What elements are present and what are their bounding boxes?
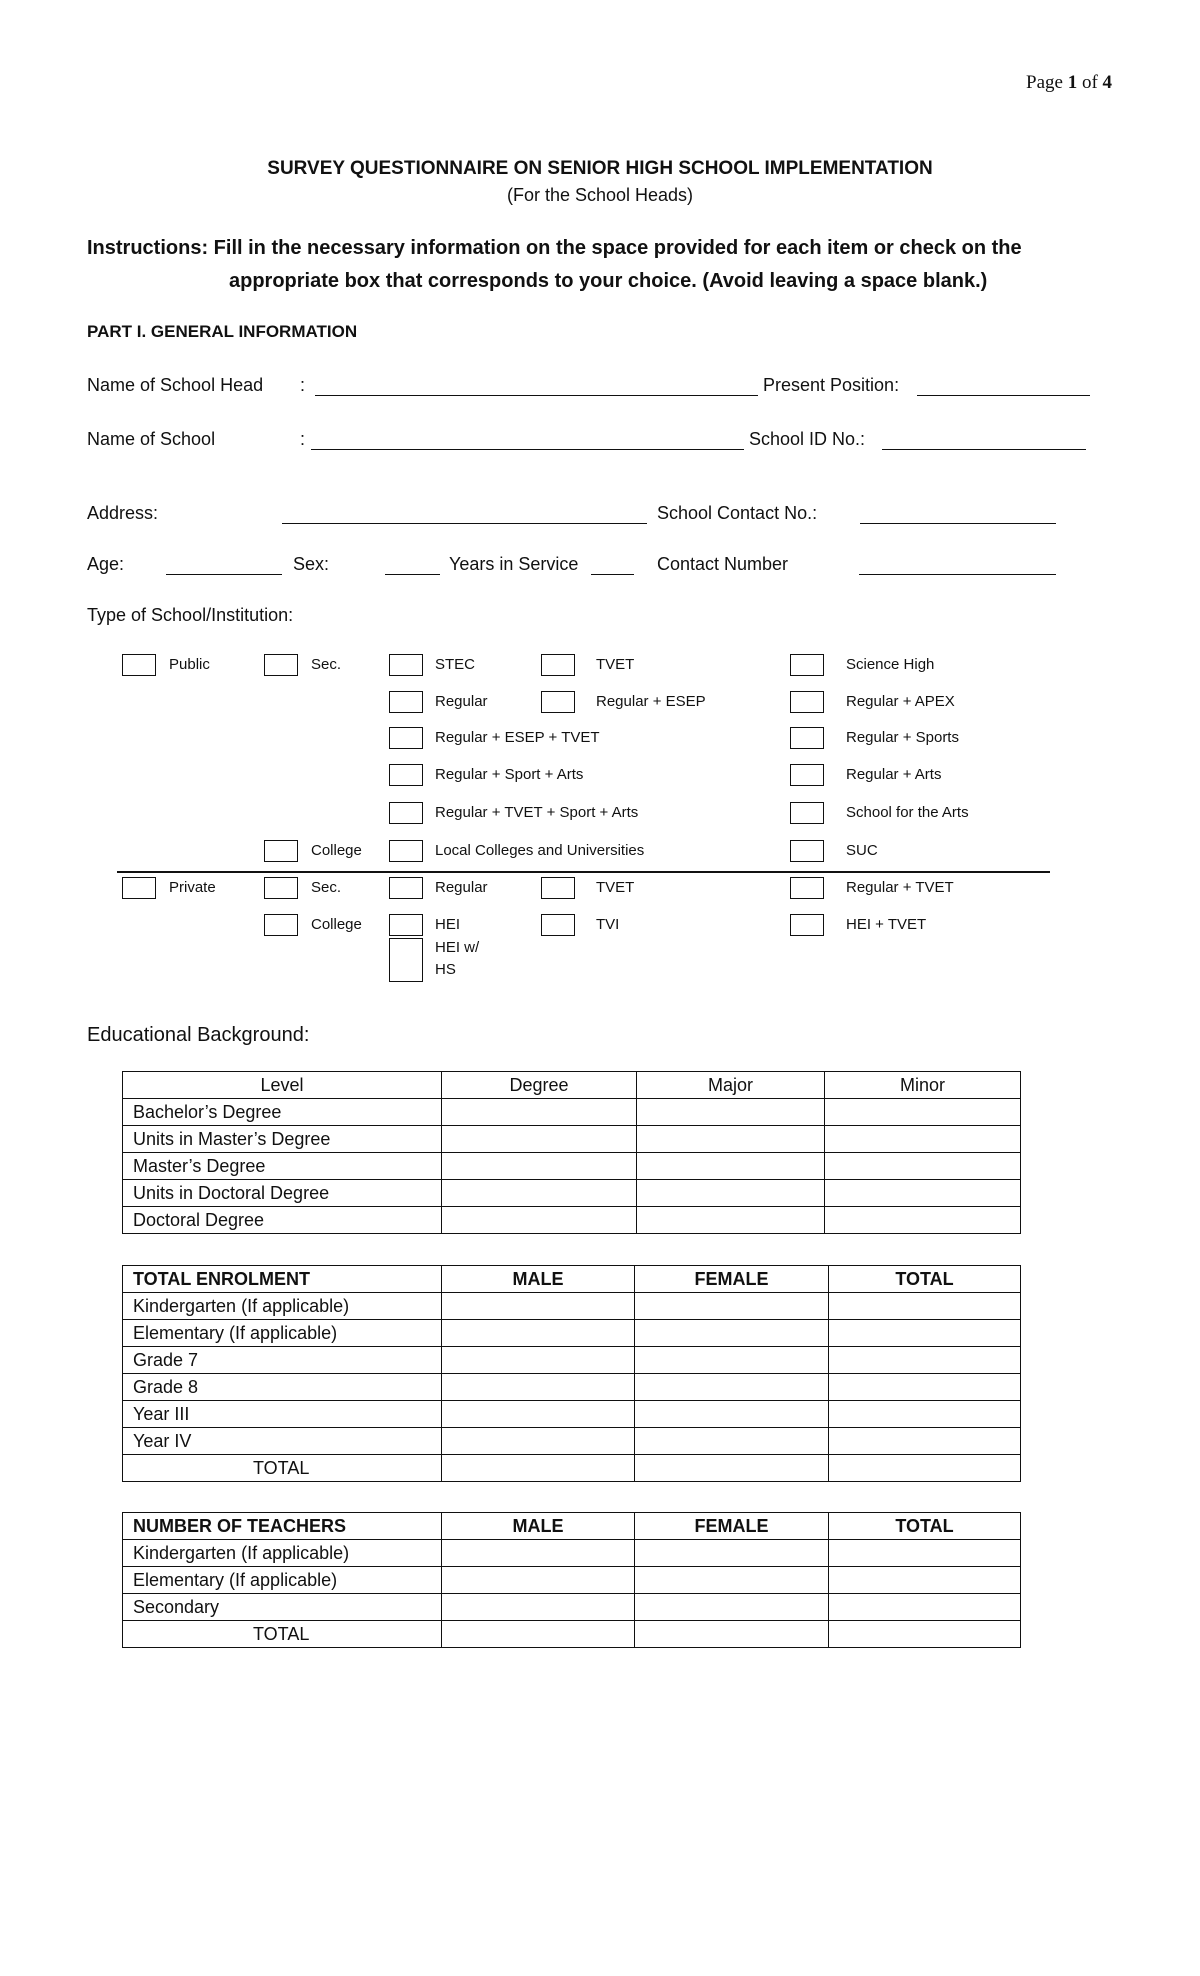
header-female: FEMALE <box>635 1266 829 1293</box>
row-label: Units in Doctoral Degree <box>123 1180 442 1207</box>
table-header-row <box>123 1513 1021 1540</box>
table-row <box>123 1293 1021 1320</box>
male-cell[interactable] <box>442 1428 635 1455</box>
male-cell[interactable] <box>442 1293 635 1320</box>
female-cell[interactable] <box>635 1621 829 1648</box>
male-cell[interactable] <box>442 1374 635 1401</box>
hei-with-hs-checkbox[interactable] <box>389 938 423 982</box>
educational-background-heading: Educational Background: <box>87 1024 310 1046</box>
male-cell[interactable] <box>442 1567 635 1594</box>
degree-cell[interactable] <box>442 1126 637 1153</box>
regular-arts-label: Regular + Arts <box>846 766 942 783</box>
hei-with-hs-label-1: HEI w/ <box>435 939 480 956</box>
table-row <box>123 1207 1021 1234</box>
row-label: Units in Master’s Degree <box>123 1126 442 1153</box>
present-position-field[interactable] <box>917 395 1090 396</box>
stec-label: STEC <box>435 656 476 673</box>
page-number <box>1026 72 1112 94</box>
tvi-label: TVI <box>596 916 620 933</box>
private-checkbox[interactable] <box>122 877 156 899</box>
total-row-label: TOTAL <box>123 1621 442 1648</box>
private-college-checkbox[interactable] <box>264 914 298 936</box>
female-cell[interactable] <box>635 1320 829 1347</box>
form-subtitle: (For the School Heads) <box>506 185 694 205</box>
regular-apex-checkbox[interactable] <box>790 691 824 713</box>
regular-tvet-sport-arts-checkbox[interactable] <box>389 802 423 824</box>
teachers-table <box>122 1512 1021 1648</box>
private-regular-tvet-checkbox[interactable] <box>790 877 824 899</box>
school-name-field[interactable] <box>311 449 744 450</box>
header-number-of-teachers: NUMBER OF TEACHERS <box>123 1513 442 1540</box>
header-female: FEMALE <box>635 1513 829 1540</box>
regular-esep-tvet-label: Regular + ESEP + TVET <box>435 729 600 746</box>
table-row <box>123 1540 1021 1567</box>
private-college-label: College <box>311 916 362 933</box>
male-cell[interactable] <box>442 1401 635 1428</box>
table-row <box>123 1126 1021 1153</box>
row-label: Elementary (If applicable) <box>123 1320 442 1347</box>
public-regular-checkbox[interactable] <box>389 691 423 713</box>
regular-sport-arts-label: Regular + Sport + Arts <box>435 766 584 783</box>
total-cell[interactable] <box>829 1567 1021 1594</box>
row-label: Master’s Degree <box>123 1153 442 1180</box>
total-cell[interactable] <box>829 1320 1021 1347</box>
enrolment-table <box>122 1265 1021 1482</box>
total-cell[interactable] <box>829 1428 1021 1455</box>
table-row <box>123 1428 1021 1455</box>
private-sec-label: Sec. <box>311 879 342 896</box>
major-cell[interactable] <box>637 1153 825 1180</box>
public-college-label: College <box>311 842 362 859</box>
row-label: Grade 7 <box>123 1347 442 1374</box>
local-colleges-checkbox[interactable] <box>389 840 423 862</box>
regular-sports-label: Regular + Sports <box>846 729 959 746</box>
public-tvet-label: TVET <box>596 656 635 673</box>
total-cell[interactable] <box>829 1293 1021 1320</box>
private-regular-tvet-label: Regular + TVET <box>846 879 954 896</box>
row-label: Elementary (If applicable) <box>123 1567 442 1594</box>
school-name-colon: : <box>300 429 306 449</box>
private-tvet-label: TVET <box>596 879 635 896</box>
private-regular-checkbox[interactable] <box>389 877 423 899</box>
female-cell[interactable] <box>635 1594 829 1621</box>
degree-cell[interactable] <box>442 1207 637 1234</box>
private-sec-checkbox[interactable] <box>264 877 298 899</box>
row-label: Year IV <box>123 1428 442 1455</box>
row-label: Bachelor’s Degree <box>123 1099 442 1126</box>
instructions-line-2: appropriate box that corresponds to your choice. (Avoid leaving a space blank.) <box>229 270 988 292</box>
public-label: Public <box>169 656 210 673</box>
school-head-field[interactable] <box>315 395 758 396</box>
years-in-service-label: Years in Service <box>449 554 579 574</box>
table-row <box>123 1320 1021 1347</box>
regular-esep-label: Regular + ESEP <box>596 693 706 710</box>
age-label: Age: <box>87 554 125 574</box>
present-position-label: Present Position: <box>763 375 900 395</box>
table-row <box>123 1153 1021 1180</box>
degree-cell[interactable] <box>442 1180 637 1207</box>
minor-cell[interactable] <box>825 1180 1021 1207</box>
table-row <box>123 1594 1021 1621</box>
table-row <box>123 1374 1021 1401</box>
female-cell[interactable] <box>635 1428 829 1455</box>
private-label: Private <box>169 879 216 896</box>
table-total-row <box>123 1455 1021 1482</box>
school-contact-label: School Contact No.: <box>657 503 818 523</box>
row-label: Grade 8 <box>123 1374 442 1401</box>
school-for-arts-checkbox[interactable] <box>790 802 824 824</box>
male-cell[interactable] <box>442 1320 635 1347</box>
regular-sports-checkbox[interactable] <box>790 727 824 749</box>
minor-cell[interactable] <box>825 1153 1021 1180</box>
total-cell[interactable] <box>829 1540 1021 1567</box>
suc-checkbox[interactable] <box>790 840 824 862</box>
public-regular-label: Regular <box>435 693 488 710</box>
male-cell[interactable] <box>442 1347 635 1374</box>
years-in-service-field[interactable] <box>591 574 634 575</box>
hei-with-hs-label-2: HS <box>435 961 456 978</box>
science-high-label: Science High <box>846 656 935 673</box>
public-college-checkbox[interactable] <box>264 840 298 862</box>
contact-number-label: Contact Number <box>657 554 789 574</box>
table-row <box>123 1401 1021 1428</box>
local-colleges-label: Local Colleges and Universities <box>435 842 645 859</box>
regular-esep-checkbox[interactable] <box>541 691 575 713</box>
hei-tvet-checkbox[interactable] <box>790 914 824 936</box>
school-for-arts-label: School for the Arts <box>846 804 969 821</box>
header-male: MALE <box>442 1513 635 1540</box>
row-label: Year III <box>123 1401 442 1428</box>
school-head-label: Name of School Head <box>87 375 264 395</box>
header-minor: Minor <box>825 1072 1021 1099</box>
total-cell[interactable] <box>829 1455 1021 1482</box>
regular-sport-arts-checkbox[interactable] <box>389 764 423 786</box>
total-cell[interactable] <box>829 1401 1021 1428</box>
female-cell[interactable] <box>635 1540 829 1567</box>
page-of: of <box>1081 72 1098 93</box>
school-contact-field[interactable] <box>860 523 1056 524</box>
total-cell[interactable] <box>829 1374 1021 1401</box>
female-cell[interactable] <box>635 1401 829 1428</box>
tvi-checkbox[interactable] <box>541 914 575 936</box>
address-label: Address: <box>87 503 159 523</box>
table-row <box>123 1347 1021 1374</box>
header-total-enrolment: TOTAL ENROLMENT <box>123 1266 442 1293</box>
address-field[interactable] <box>282 523 647 524</box>
male-cell[interactable] <box>442 1594 635 1621</box>
education-table <box>122 1071 1021 1234</box>
public-checkbox[interactable] <box>122 654 156 676</box>
page-total: 4 <box>1102 72 1113 93</box>
instructions-line-1: Instructions: Fill in the necessary information on the space provided for each item or check on the <box>87 237 1022 259</box>
major-cell[interactable] <box>637 1207 825 1234</box>
female-cell[interactable] <box>635 1374 829 1401</box>
sex-label: Sex: <box>293 554 330 574</box>
school-head-colon: : <box>300 375 306 395</box>
regular-esep-tvet-checkbox[interactable] <box>389 727 423 749</box>
total-cell[interactable] <box>829 1347 1021 1374</box>
regular-arts-checkbox[interactable] <box>790 764 824 786</box>
sex-field[interactable] <box>385 574 440 575</box>
female-cell[interactable] <box>635 1293 829 1320</box>
major-cell[interactable] <box>637 1099 825 1126</box>
row-label: Kindergarten (If applicable) <box>123 1540 442 1567</box>
table-row <box>123 1567 1021 1594</box>
minor-cell[interactable] <box>825 1207 1021 1234</box>
school-id-field[interactable] <box>882 449 1086 450</box>
table-row <box>123 1099 1021 1126</box>
header-major: Major <box>637 1072 825 1099</box>
page-label: Page <box>1026 72 1063 93</box>
type-of-school-label: Type of School/Institution: <box>87 605 294 625</box>
age-field[interactable] <box>166 574 282 575</box>
suc-label: SUC <box>846 842 878 859</box>
table-header-row <box>123 1072 1021 1099</box>
contact-number-field[interactable] <box>859 574 1056 575</box>
table-header-row <box>123 1266 1021 1293</box>
total-cell[interactable] <box>829 1621 1021 1648</box>
header-total: TOTAL <box>829 1266 1021 1293</box>
row-label: Doctoral Degree <box>123 1207 442 1234</box>
total-cell[interactable] <box>829 1594 1021 1621</box>
male-cell[interactable] <box>442 1621 635 1648</box>
hei-label: HEI <box>435 916 461 933</box>
female-cell[interactable] <box>635 1347 829 1374</box>
regular-apex-label: Regular + APEX <box>846 693 955 710</box>
form-title: SURVEY QUESTIONNAIRE ON SENIOR HIGH SCHOOL IMPLEMENTATION <box>267 158 933 179</box>
public-sec-label: Sec. <box>311 656 342 673</box>
total-row-label: TOTAL <box>123 1455 442 1482</box>
regular-tvet-sport-arts-label: Regular + TVET + Sport + Arts <box>435 804 639 821</box>
hei-tvet-label: HEI + TVET <box>846 916 927 933</box>
public-tvet-checkbox[interactable] <box>541 654 575 676</box>
table-total-row <box>123 1621 1021 1648</box>
header-male: MALE <box>442 1266 635 1293</box>
female-cell[interactable] <box>635 1567 829 1594</box>
public-private-divider <box>117 871 1050 873</box>
hei-checkbox[interactable] <box>389 914 423 936</box>
male-cell[interactable] <box>442 1455 635 1482</box>
header-total: TOTAL <box>829 1513 1021 1540</box>
minor-cell[interactable] <box>825 1099 1021 1126</box>
part-1-heading: PART I. GENERAL INFORMATION <box>87 322 358 341</box>
major-cell[interactable] <box>637 1126 825 1153</box>
school-name-label: Name of School <box>87 429 216 449</box>
male-cell[interactable] <box>442 1540 635 1567</box>
private-tvet-checkbox[interactable] <box>541 877 575 899</box>
row-label: Kindergarten (If applicable) <box>123 1293 442 1320</box>
page-current: 1 <box>1067 72 1078 93</box>
row-label: Secondary <box>123 1594 442 1621</box>
degree-cell[interactable] <box>442 1153 637 1180</box>
header-degree: Degree <box>442 1072 637 1099</box>
science-high-checkbox[interactable] <box>790 654 824 676</box>
private-regular-label: Regular <box>435 879 488 896</box>
school-id-label: School ID No.: <box>749 429 866 449</box>
header-level: Level <box>123 1072 442 1099</box>
female-cell[interactable] <box>635 1455 829 1482</box>
minor-cell[interactable] <box>825 1126 1021 1153</box>
stec-checkbox[interactable] <box>389 654 423 676</box>
public-sec-checkbox[interactable] <box>264 654 298 676</box>
degree-cell[interactable] <box>442 1099 637 1126</box>
table-row <box>123 1180 1021 1207</box>
major-cell[interactable] <box>637 1180 825 1207</box>
